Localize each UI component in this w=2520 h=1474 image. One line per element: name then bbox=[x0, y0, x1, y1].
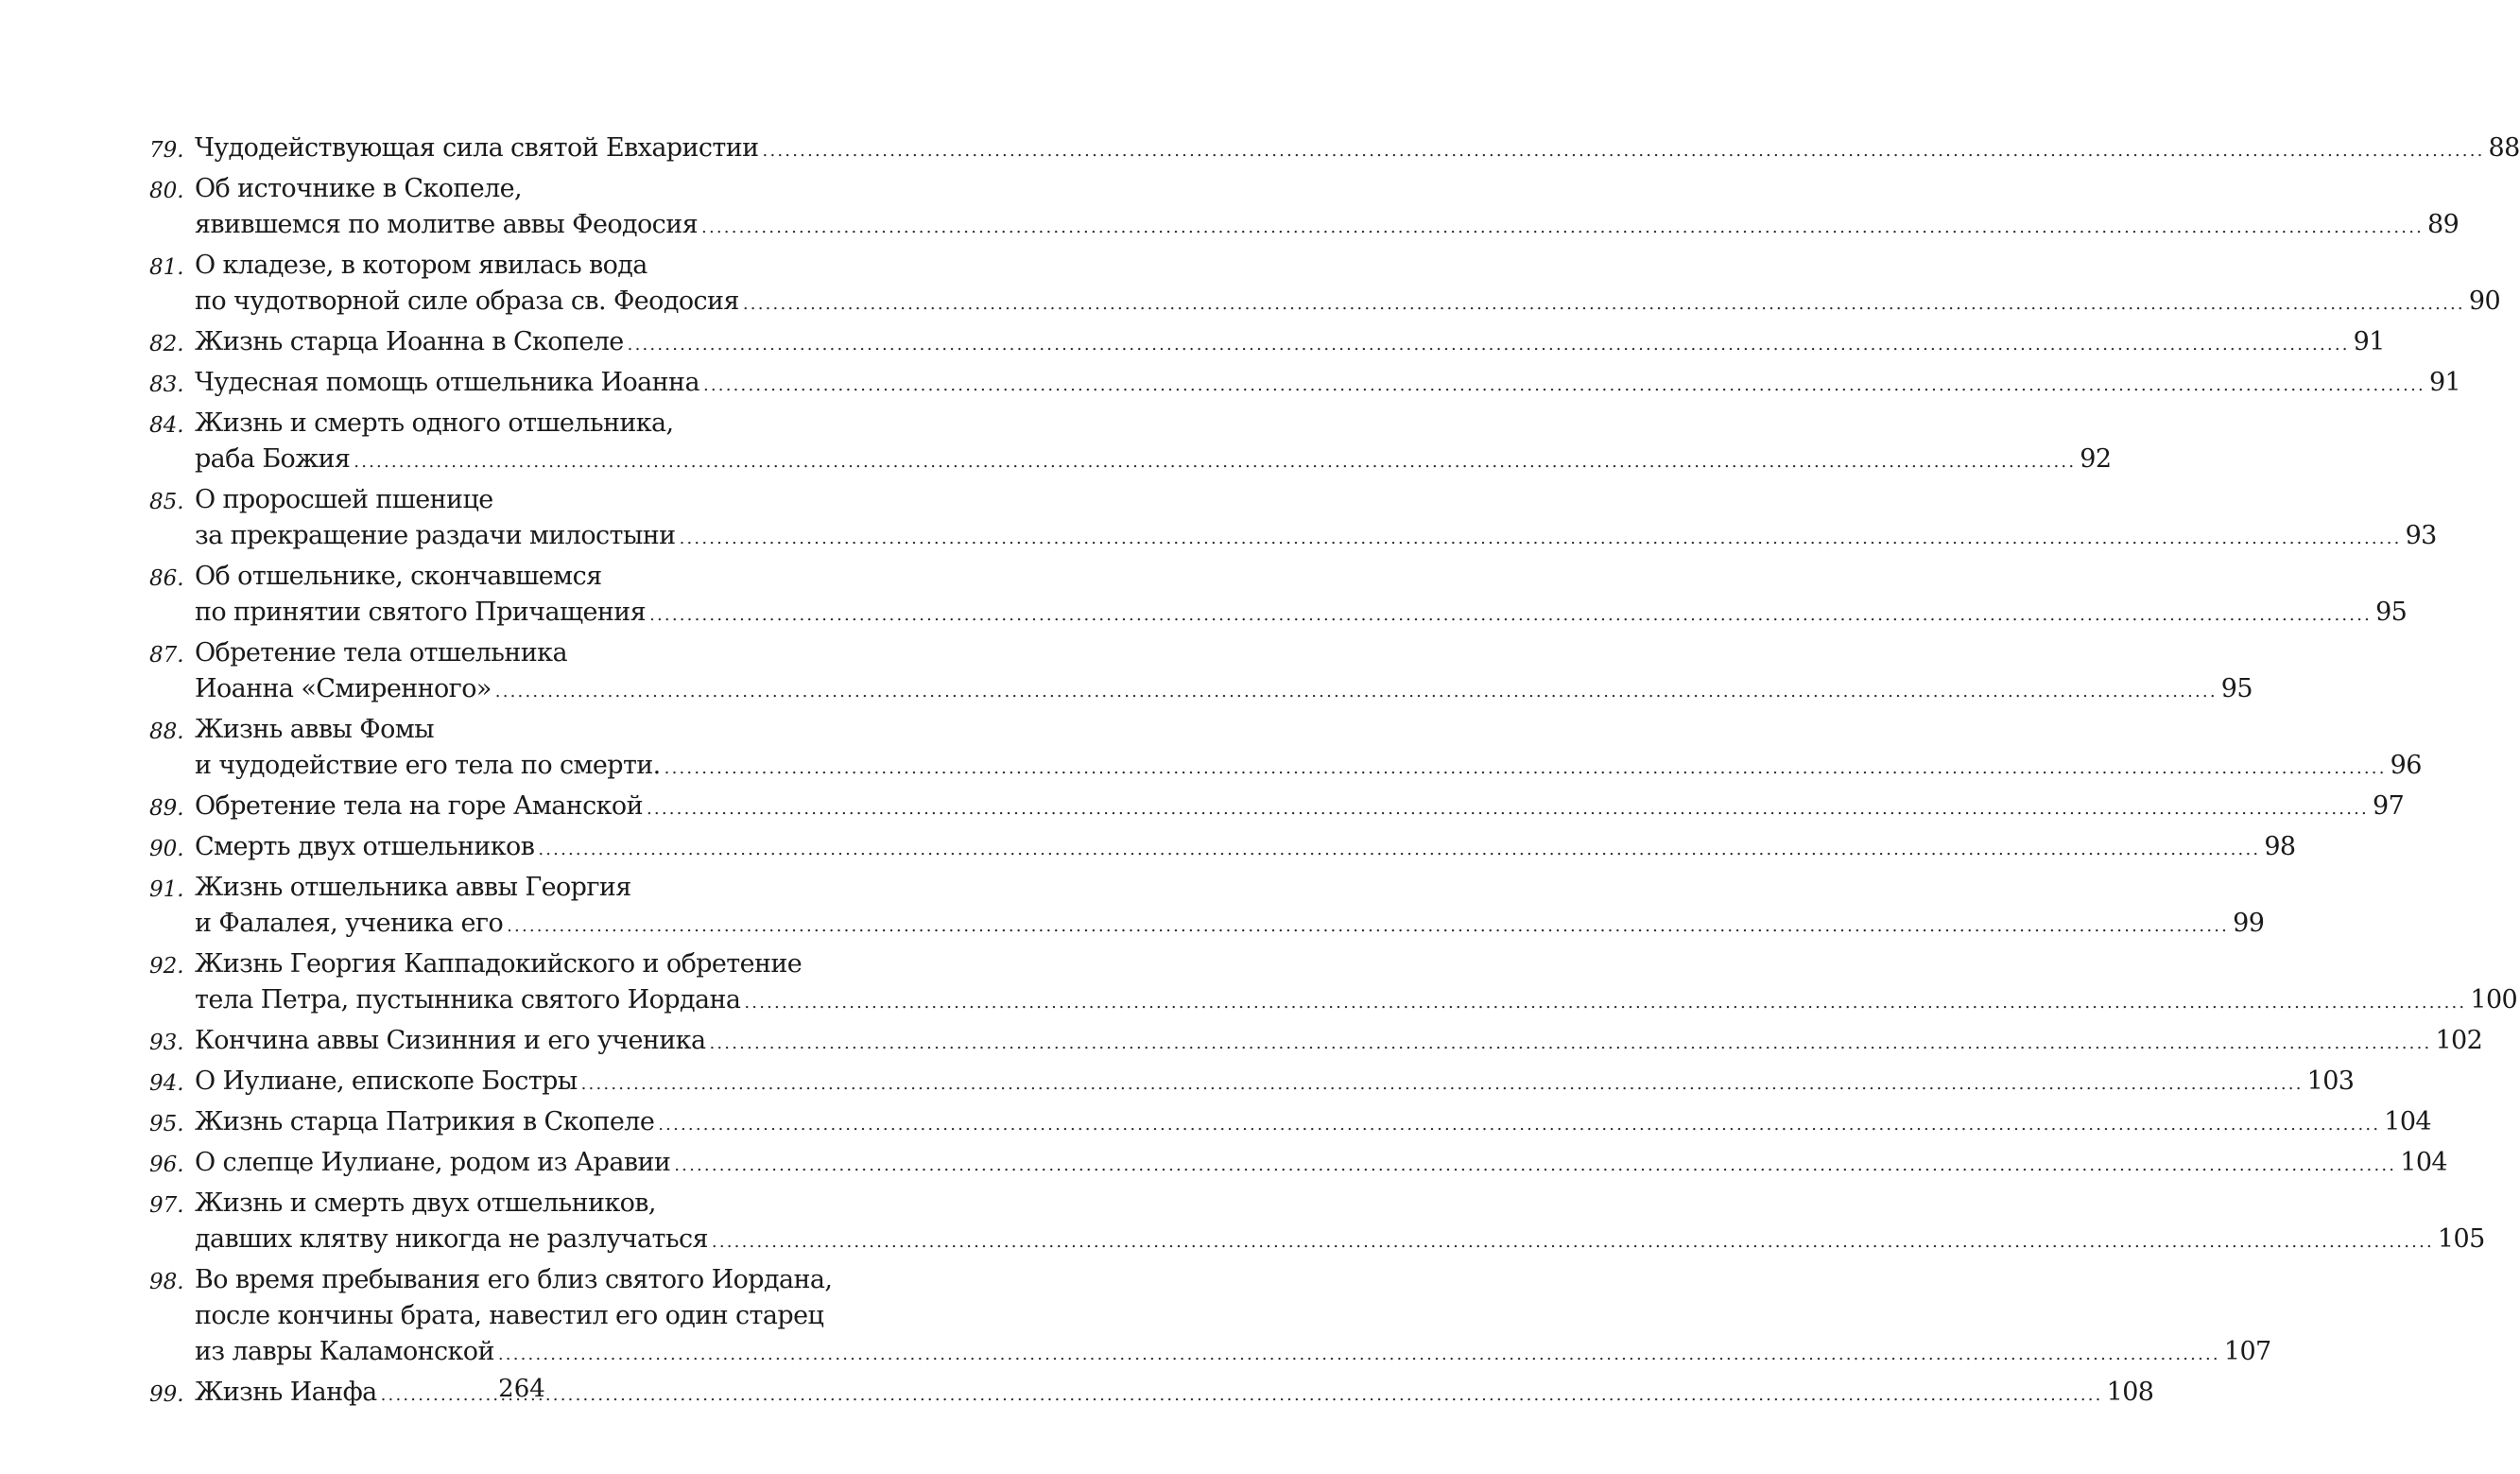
toc-entry-title bbox=[195, 1064, 2354, 1102]
toc-entry-title-text: О проросшей пшенице bbox=[195, 485, 493, 514]
toc-entry-title-text: Жизнь Ианфа bbox=[195, 1378, 377, 1407]
toc-entry-page: 99 bbox=[2233, 909, 2265, 938]
toc-entry-title-line bbox=[195, 789, 2404, 827]
toc-entry bbox=[149, 1145, 2447, 1184]
toc-entry-title bbox=[195, 870, 2264, 945]
toc-entry-title-text: раба Божия bbox=[195, 444, 351, 474]
toc-entry bbox=[149, 365, 2461, 404]
toc-entry-title bbox=[195, 635, 2252, 710]
toc-entry-title-line bbox=[195, 712, 2422, 748]
toc-entry-title-text: тела Петра, пустынника святого Иордана bbox=[195, 985, 741, 1014]
dot-leader bbox=[649, 598, 2372, 633]
dot-leader bbox=[744, 985, 2466, 1021]
toc-entry-title-line bbox=[195, 442, 2111, 480]
toc-entry-page: 95 bbox=[2220, 674, 2252, 703]
toc-entry-page: 92 bbox=[2080, 444, 2112, 474]
toc-entry-page: 90 bbox=[2468, 286, 2501, 316]
toc-entry-title-line bbox=[195, 1064, 2354, 1102]
toc-entry-title-text: Об отшельнике, скончавшемся bbox=[195, 562, 602, 591]
toc-entry-title-line bbox=[195, 1023, 2482, 1062]
toc-entry-page: 107 bbox=[2223, 1337, 2271, 1366]
toc-entry-page: 100 bbox=[2470, 985, 2518, 1014]
toc-entry bbox=[149, 324, 2385, 363]
toc-entry-number: 84. bbox=[149, 413, 184, 438]
toc-entry-title-text: Жизнь старца Патрикия в Скопеле bbox=[195, 1107, 655, 1136]
toc-entry-number: 98. bbox=[149, 1270, 184, 1294]
toc-entry-title-text: и Фалалея, ученика его bbox=[195, 909, 504, 938]
toc-entry-title-line bbox=[195, 1145, 2447, 1184]
dot-leader bbox=[763, 133, 2485, 169]
toc-entry-page: 98 bbox=[2264, 832, 2296, 861]
toc-entry-title bbox=[195, 712, 2422, 787]
toc-entry-number: 89. bbox=[149, 796, 184, 821]
toc-entry-page: 91 bbox=[2353, 327, 2385, 356]
dot-leader bbox=[674, 1148, 2396, 1184]
toc-entry-number: 99. bbox=[149, 1382, 184, 1407]
toc-entry-page: 88 bbox=[2488, 133, 2520, 163]
toc-entry bbox=[149, 1023, 2483, 1062]
toc-entry-number: 95. bbox=[149, 1112, 184, 1136]
toc-entry-page: 104 bbox=[2384, 1107, 2431, 1136]
toc-entry-title bbox=[195, 324, 2385, 363]
toc-entry-number: 80. bbox=[149, 179, 184, 203]
toc-entry-number: 94. bbox=[149, 1071, 184, 1096]
toc-entry-title bbox=[195, 171, 2459, 246]
toc-entry-title-line bbox=[195, 1334, 2271, 1373]
toc-entry-number: 79. bbox=[149, 138, 184, 163]
toc-entry-title-line bbox=[195, 559, 2407, 595]
toc-entry bbox=[149, 870, 2265, 945]
toc-entry-title-line bbox=[195, 482, 2437, 518]
toc-entry bbox=[149, 1186, 2485, 1260]
toc-entry-title-line bbox=[195, 671, 2252, 710]
toc-entry bbox=[149, 559, 2408, 633]
dot-leader bbox=[354, 444, 2076, 480]
toc-entry-title-text: О Иулиане, епископе Бостры bbox=[195, 1066, 578, 1096]
toc-entry-title bbox=[195, 946, 2517, 1021]
toc-entry-number: 87. bbox=[149, 643, 184, 668]
toc-entry-page: 97 bbox=[2372, 791, 2405, 821]
toc-entry-title-line bbox=[195, 635, 2252, 671]
toc-entry-title bbox=[195, 559, 2407, 633]
dot-leader bbox=[658, 1107, 2380, 1143]
toc-entry-title bbox=[195, 1186, 2485, 1260]
toc-entry-title-line bbox=[195, 284, 2500, 322]
toc-entry-number: 90. bbox=[149, 837, 184, 861]
toc-entry-title-line bbox=[195, 207, 2459, 246]
page-number: 264 bbox=[498, 1375, 545, 1403]
toc-entry-page: 91 bbox=[2428, 368, 2461, 397]
toc-entry-number: 96. bbox=[149, 1153, 184, 1177]
toc-entry-title bbox=[195, 482, 2437, 557]
toc-entry-title-text: Смерть двух отшельников bbox=[195, 832, 535, 861]
dot-leader bbox=[709, 1026, 2431, 1062]
toc-entry bbox=[149, 946, 2518, 1021]
toc-entry-title-line bbox=[195, 1262, 2271, 1298]
toc-entry-number: 82. bbox=[149, 332, 184, 356]
toc-entry-title-line bbox=[195, 130, 2520, 169]
toc-entry-title-line bbox=[195, 1298, 2271, 1334]
dot-leader bbox=[581, 1066, 2304, 1102]
dot-leader bbox=[495, 674, 2218, 710]
toc-entry-page: 102 bbox=[2435, 1026, 2483, 1055]
toc-entry-title bbox=[195, 406, 2111, 480]
dot-leader bbox=[647, 791, 2369, 827]
toc-entry bbox=[149, 406, 2112, 480]
toc-entry bbox=[149, 789, 2405, 827]
toc-entry bbox=[149, 1262, 2271, 1373]
toc-entry-title bbox=[195, 789, 2404, 827]
toc-entry-title bbox=[195, 829, 2295, 868]
toc-entry-title-text: Жизнь старца Иоанна в Скопеле bbox=[195, 327, 624, 356]
toc-entry-title-text: Жизнь отшельника аввы Георгия bbox=[195, 873, 631, 902]
toc-entry-title-text: и чудодействие его тела по смерти. bbox=[195, 751, 661, 780]
table-of-contents bbox=[149, 130, 2520, 1415]
dot-leader bbox=[507, 909, 2229, 945]
toc-entry bbox=[149, 130, 2520, 169]
toc-entry-title bbox=[195, 1104, 2431, 1143]
toc-entry-title bbox=[195, 1262, 2271, 1373]
dot-leader bbox=[701, 210, 2424, 246]
dot-leader bbox=[703, 368, 2425, 404]
toc-entry-title-text: Иоанна «Смиренного» bbox=[195, 674, 492, 703]
toc-entry-title bbox=[195, 365, 2460, 404]
toc-entry-title-line bbox=[195, 982, 2517, 1021]
toc-entry-number: 93. bbox=[149, 1031, 184, 1055]
toc-entry-title-line bbox=[195, 406, 2111, 442]
toc-entry-page: 104 bbox=[2400, 1148, 2447, 1177]
dot-leader bbox=[680, 521, 2402, 557]
toc-entry-title-line bbox=[195, 946, 2517, 982]
toc-entry-number: 88. bbox=[149, 720, 184, 744]
toc-entry-number: 92. bbox=[149, 954, 184, 979]
toc-entry-title-text: за прекращение раздачи милостыни bbox=[195, 521, 676, 550]
toc-entry-title-line bbox=[195, 365, 2460, 404]
toc-entry-number: 97. bbox=[149, 1193, 184, 1218]
toc-entry-title-text: Обретение тела на горе Аманской bbox=[195, 791, 643, 821]
toc-entry-number: 86. bbox=[149, 566, 184, 591]
toc-entry-page: 95 bbox=[2375, 598, 2408, 627]
toc-entry-title-line bbox=[195, 324, 2385, 363]
toc-entry bbox=[149, 635, 2252, 710]
toc-entry bbox=[149, 1104, 2431, 1143]
toc-entry-title-line bbox=[195, 870, 2264, 906]
toc-entry bbox=[149, 248, 2501, 322]
toc-entry-title-text: Кончина аввы Сизинния и его ученика bbox=[195, 1026, 706, 1055]
toc-entry-title-text: из лавры Каламонской bbox=[195, 1337, 494, 1366]
toc-entry bbox=[149, 171, 2460, 246]
toc-entry-page: 89 bbox=[2427, 210, 2460, 239]
toc-entry-title-line bbox=[195, 518, 2437, 557]
toc-entry-page: 103 bbox=[2306, 1066, 2355, 1096]
toc-entry-title-line bbox=[195, 595, 2407, 633]
toc-entry-title-text: Жизнь и смерть двух отшельников, bbox=[195, 1188, 656, 1218]
toc-entry-page: 105 bbox=[2437, 1224, 2485, 1254]
toc-entry-title-line bbox=[195, 748, 2422, 787]
toc-entry-number: 83. bbox=[149, 373, 184, 397]
toc-entry-title-line bbox=[195, 1222, 2485, 1260]
toc-entry-title bbox=[195, 1023, 2482, 1062]
toc-entry-title-text: после кончины брата, навестил его один старец bbox=[195, 1301, 824, 1330]
toc-entry-title-text: Жизнь и смерть одного отшельника, bbox=[195, 408, 674, 438]
toc-entry-number: 81. bbox=[149, 255, 184, 280]
toc-entry bbox=[149, 712, 2422, 787]
toc-entry-title-text: О кладезе, в котором явилась вода bbox=[195, 251, 647, 280]
toc-entry-title-text: Об источнике в Скопеле, bbox=[195, 174, 523, 203]
dot-leader bbox=[665, 751, 2387, 787]
toc-entry-title-text: Обретение тела отшельника bbox=[195, 638, 567, 668]
dot-leader bbox=[628, 327, 2350, 363]
toc-entry-title-line bbox=[195, 829, 2295, 868]
toc-entry-title bbox=[195, 248, 2500, 322]
toc-entry-title-text: по чудотворной силе образа св. Феодосия bbox=[195, 286, 739, 316]
toc-entry-title-line bbox=[195, 1186, 2485, 1222]
dot-leader bbox=[538, 832, 2260, 868]
toc-entry-title-text: по принятии святого Причащения bbox=[195, 598, 647, 627]
toc-entry-title-text: Во время пребывания его близ святого Иордана, bbox=[195, 1265, 833, 1294]
toc-entry bbox=[149, 1064, 2355, 1102]
toc-entry-title bbox=[195, 1145, 2447, 1184]
toc-entry-page: 93 bbox=[2405, 521, 2437, 550]
toc-entry-title-line bbox=[195, 906, 2264, 945]
dot-leader bbox=[712, 1224, 2434, 1260]
toc-entry-title-text: давших клятву никогда не разлучаться bbox=[195, 1224, 708, 1254]
toc-entry-title-text: явившемся по молитве аввы Феодосия bbox=[195, 210, 699, 239]
toc-entry-title-text: Жизнь аввы Фомы bbox=[195, 715, 435, 744]
toc-entry-title bbox=[195, 130, 2520, 169]
toc-entry bbox=[149, 829, 2296, 868]
toc-entry-title-text: Жизнь Георгия Каппадокийского и обретение bbox=[195, 949, 803, 979]
toc-entry-page: 96 bbox=[2390, 751, 2422, 780]
toc-entry-title-line bbox=[195, 1104, 2431, 1143]
toc-entry-title-line bbox=[195, 171, 2459, 207]
toc-entry bbox=[149, 482, 2437, 557]
toc-entry-number: 85. bbox=[149, 490, 184, 514]
toc-entry-page: 108 bbox=[2106, 1378, 2154, 1407]
dot-leader bbox=[498, 1337, 2220, 1373]
toc-entry-title-text: О слепце Иулиане, родом из Аравии bbox=[195, 1148, 671, 1177]
toc-entry-title-text: Чудодействующая сила святой Евхаристии bbox=[195, 133, 759, 163]
toc-entry-title-text: Чудесная помощь отшельника Иоанна bbox=[195, 368, 699, 397]
toc-entry-title-line bbox=[195, 248, 2500, 284]
toc-entry-number: 91. bbox=[149, 877, 184, 902]
dot-leader bbox=[743, 286, 2465, 322]
